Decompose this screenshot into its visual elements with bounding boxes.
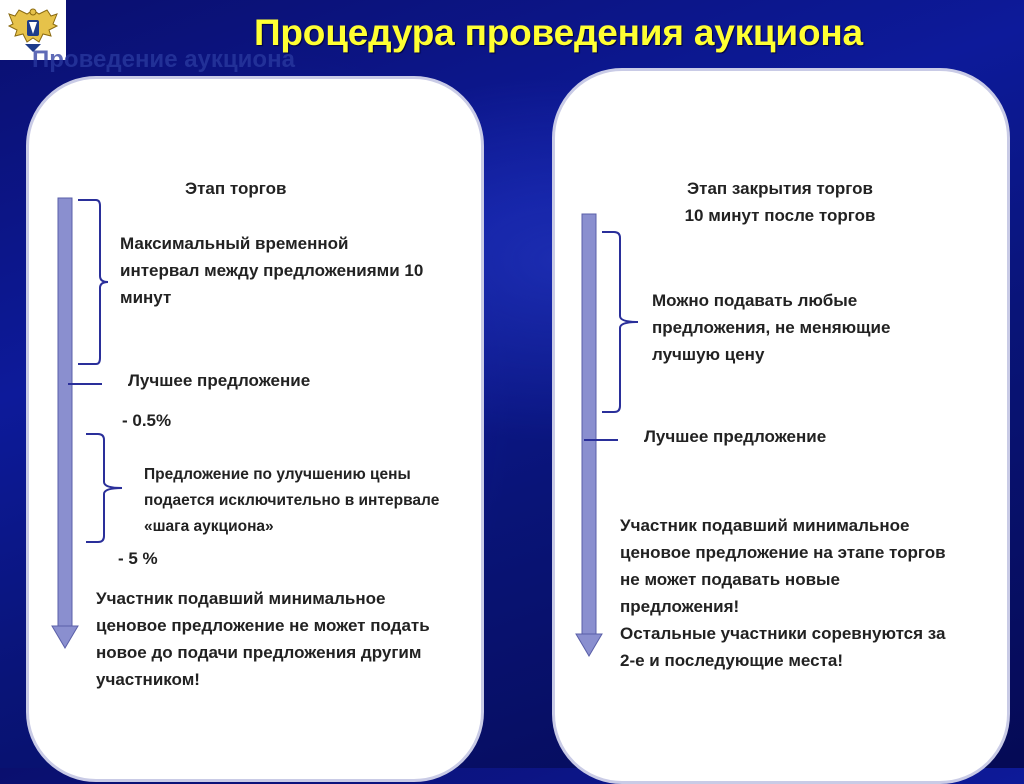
right-timeline-arrow (576, 214, 602, 656)
right-note-line-1: Участник подавший минимальное (620, 516, 910, 535)
left-improvement-line-1: Предложение по улучшению цены (144, 466, 411, 483)
right-heading-line-1: Этап закрытия торгов (687, 179, 873, 198)
right-any-offers-line-2: предложения, не меняющие (652, 318, 891, 337)
left-bracket-interval (76, 198, 116, 368)
right-note-line-2: ценовое предложение на этапе торгов (620, 543, 946, 562)
left-note-line-1: Участник подавший минимальное (96, 589, 386, 608)
left-heading: Этап торгов (185, 179, 287, 198)
left-max-interval-line-1: Максимальный временной (120, 234, 349, 253)
right-heading-line-2: 10 минут после торгов (684, 206, 876, 225)
page-title: Процедура проведения аукциона (254, 12, 863, 53)
right-best-offer-tick (584, 438, 620, 442)
right-note-line-3: не может подавать новые (620, 570, 840, 589)
right-any-offers-line-1: Можно подавать любые (652, 291, 858, 310)
left-bracket-step (84, 432, 128, 544)
left-best-offer: Лучшее предложение (128, 371, 311, 390)
left-timeline-arrow (52, 198, 78, 648)
right-note-line-4: предложения! (620, 597, 740, 616)
left-max-interval-line-2: интервал между предложениями 10 (120, 261, 424, 280)
left-minus-half: - 0.5% (122, 411, 172, 430)
right-best-offer: Лучшее предложение (644, 427, 827, 446)
left-max-interval-line-3: минут (120, 288, 172, 307)
left-note-line-4: участником! (96, 670, 200, 689)
right-note-line-6: 2-е и последующие места! (620, 651, 844, 670)
right-note-line-5: Остальные участники соревнуются за (620, 624, 946, 643)
left-improvement-line-2: подается исключительно в интервале (144, 492, 440, 509)
right-bracket-any-offers (600, 230, 644, 416)
right-any-offers-line-3: лучшую цену (652, 345, 765, 364)
left-minus-five: - 5 % (118, 549, 158, 568)
left-improvement-line-3: «шага аукциона» (144, 518, 274, 535)
ghost-subtitle: Проведение аукциона (32, 46, 295, 73)
left-note-line-2: ценовое предложение не может подать (96, 616, 430, 635)
left-note-line-3: новое до подачи предложения другим (96, 643, 422, 662)
left-best-offer-tick (68, 382, 104, 386)
